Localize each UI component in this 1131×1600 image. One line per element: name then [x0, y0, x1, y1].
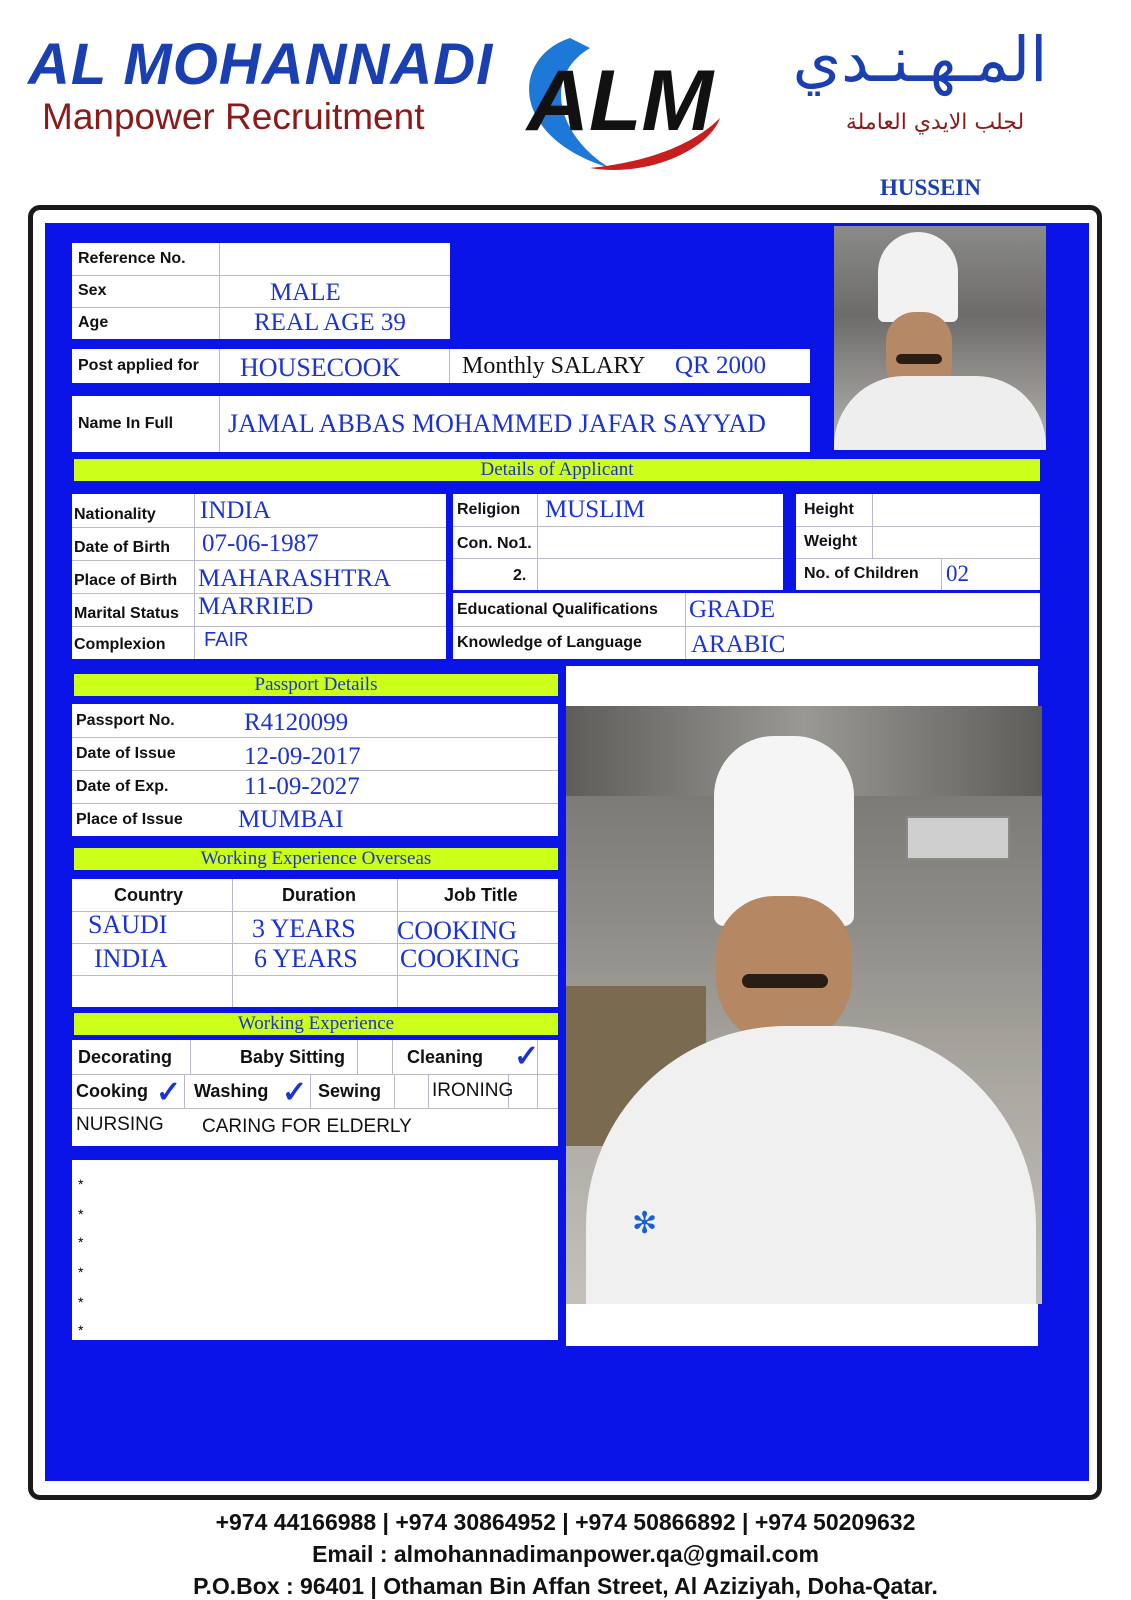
dob-label: Date of Birth: [74, 538, 170, 556]
arabic-subtitle: لجلب الايدي العاملة: [845, 110, 1025, 135]
col-country: Country: [114, 884, 183, 905]
overseas-job: COOKING: [397, 916, 517, 945]
passport-table: [72, 704, 558, 836]
overseas-country: INDIA: [94, 944, 168, 973]
con2-label: 2.: [513, 567, 527, 584]
brand-subtitle: Manpower Recruitment: [42, 96, 425, 137]
reference-label: Reference No.: [78, 250, 186, 267]
weight-label: Weight: [804, 533, 858, 550]
issue-place-value: MUMBAI: [238, 805, 344, 833]
exp-date-label: Date of Exp.: [76, 777, 169, 795]
religion-table: [453, 494, 783, 590]
age-label: Age: [78, 314, 109, 331]
skill-cleaning: Cleaning: [407, 1046, 484, 1067]
logo-mark: ALM: [526, 53, 714, 149]
details-header: Details of Applicant: [74, 459, 1040, 481]
nationality-value: INDIA: [200, 496, 271, 524]
age-value: REAL AGE 39: [254, 309, 406, 336]
religion-value: MUSLIM: [545, 496, 646, 523]
overseas-duration: 3 YEARS: [252, 914, 356, 943]
note-bullet: *: [78, 1234, 84, 1250]
skill-baby-sitting: Baby Sitting: [240, 1046, 346, 1067]
col-duration: Duration: [282, 884, 356, 905]
sex-label: Sex: [78, 282, 107, 299]
skill-nursing: NURSING: [76, 1114, 164, 1135]
chef-logo-icon: ✻: [632, 1207, 658, 1240]
sex-value: MALE: [270, 279, 341, 306]
passport-header: Passport Details: [74, 674, 558, 696]
brand-name: AL MOHANNADI: [28, 32, 494, 97]
physical-table: [796, 494, 1040, 590]
lang-value: ARABIC: [691, 630, 786, 658]
pob-value: MAHARASHTRA: [198, 564, 392, 592]
overseas-country: SAUDI: [88, 910, 168, 939]
issue-place-label: Place of Issue: [76, 810, 183, 828]
overseas-header: Working Experience Overseas: [74, 848, 558, 870]
religion-label: Religion: [457, 501, 521, 518]
agent-name: HUSSEIN: [880, 175, 981, 200]
post-row: [72, 349, 810, 383]
footer-phones: +974 44166988 | +974 30864952 | +974 50866892 | +974 50209632: [215, 1509, 916, 1535]
identity-table: [72, 243, 450, 339]
cooking-check-icon: ✓: [156, 1076, 182, 1109]
skill-washing: Washing: [194, 1080, 269, 1101]
post-label: Post applied for: [78, 357, 199, 374]
edu-value: GRADE: [689, 595, 776, 623]
note-bullet: *: [78, 1264, 84, 1280]
note-bullet: *: [78, 1294, 84, 1310]
arabic-name: المـهـنـدي: [792, 23, 1048, 96]
skill-caring: CARING FOR ELDERLY: [202, 1116, 412, 1137]
skill-cooking: Cooking: [76, 1080, 148, 1101]
complexion-label: Complexion: [74, 635, 166, 653]
skill-ironing: IRONING: [432, 1080, 514, 1101]
overseas-duration: 6 YEARS: [254, 944, 358, 973]
skill-decorating: Decorating: [78, 1046, 173, 1067]
applicant-photo-small: [834, 226, 1046, 450]
lang-label: Knowledge of Language: [457, 633, 642, 651]
skills-header: Working Experience: [74, 1013, 558, 1035]
col-job: Job Title: [444, 884, 518, 905]
children-label: No. of Children: [804, 565, 919, 582]
applicant-photo-large: [566, 706, 1042, 1304]
education-table: [453, 593, 1040, 659]
con1-label: Con. No1.: [457, 535, 532, 552]
cleaning-check-icon: ✓: [514, 1040, 540, 1073]
marital-label: Marital Status: [74, 604, 179, 622]
skill-sewing: Sewing: [318, 1080, 382, 1101]
passport-no-label: Passport No.: [76, 711, 175, 729]
brand-block: [28, 34, 498, 144]
footer-email: Email : almohannadimanpower.qa@gmail.com: [312, 1541, 819, 1567]
footer-address: P.O.Box : 96401 | Othaman Bin Affan Street, Al Aziziyah, Doha-Qatar.: [193, 1573, 938, 1599]
notes-box: [72, 1160, 558, 1340]
name-value: JAMAL ABBAS MOHAMMED JAFAR SAYYAD: [228, 409, 766, 438]
passport-no-value: R4120099: [244, 708, 349, 736]
name-row: [72, 396, 810, 452]
note-bullet: *: [78, 1176, 84, 1192]
dob-value: 07-06-1987: [202, 529, 319, 557]
issue-date-label: Date of Issue: [76, 744, 176, 762]
salary-label: Monthly SALARY: [462, 352, 646, 379]
alm-logo: [500, 18, 740, 178]
children-value: 02: [946, 561, 969, 586]
edu-label: Educational Qualifications: [457, 600, 658, 618]
salary-value: QR 2000: [675, 352, 766, 379]
name-label: Name In Full: [78, 415, 174, 432]
marital-value: MARRIED: [198, 592, 314, 620]
washing-check-icon: ✓: [282, 1076, 308, 1109]
pob-label: Place of Birth: [74, 571, 178, 589]
overseas-job: COOKING: [400, 944, 520, 973]
exp-date-value: 11-09-2027: [244, 772, 360, 800]
note-bullet: *: [78, 1206, 84, 1222]
nationality-label: Nationality: [74, 505, 156, 523]
post-value: HOUSECOOK: [240, 353, 401, 382]
complexion-value: FAIR: [204, 629, 249, 651]
skills-table: [72, 1040, 558, 1146]
overseas-table: [72, 879, 558, 1007]
issue-date-value: 12-09-2017: [244, 742, 361, 770]
height-label: Height: [804, 501, 854, 518]
note-bullet: *: [78, 1322, 84, 1338]
details-left-table: [72, 494, 446, 659]
